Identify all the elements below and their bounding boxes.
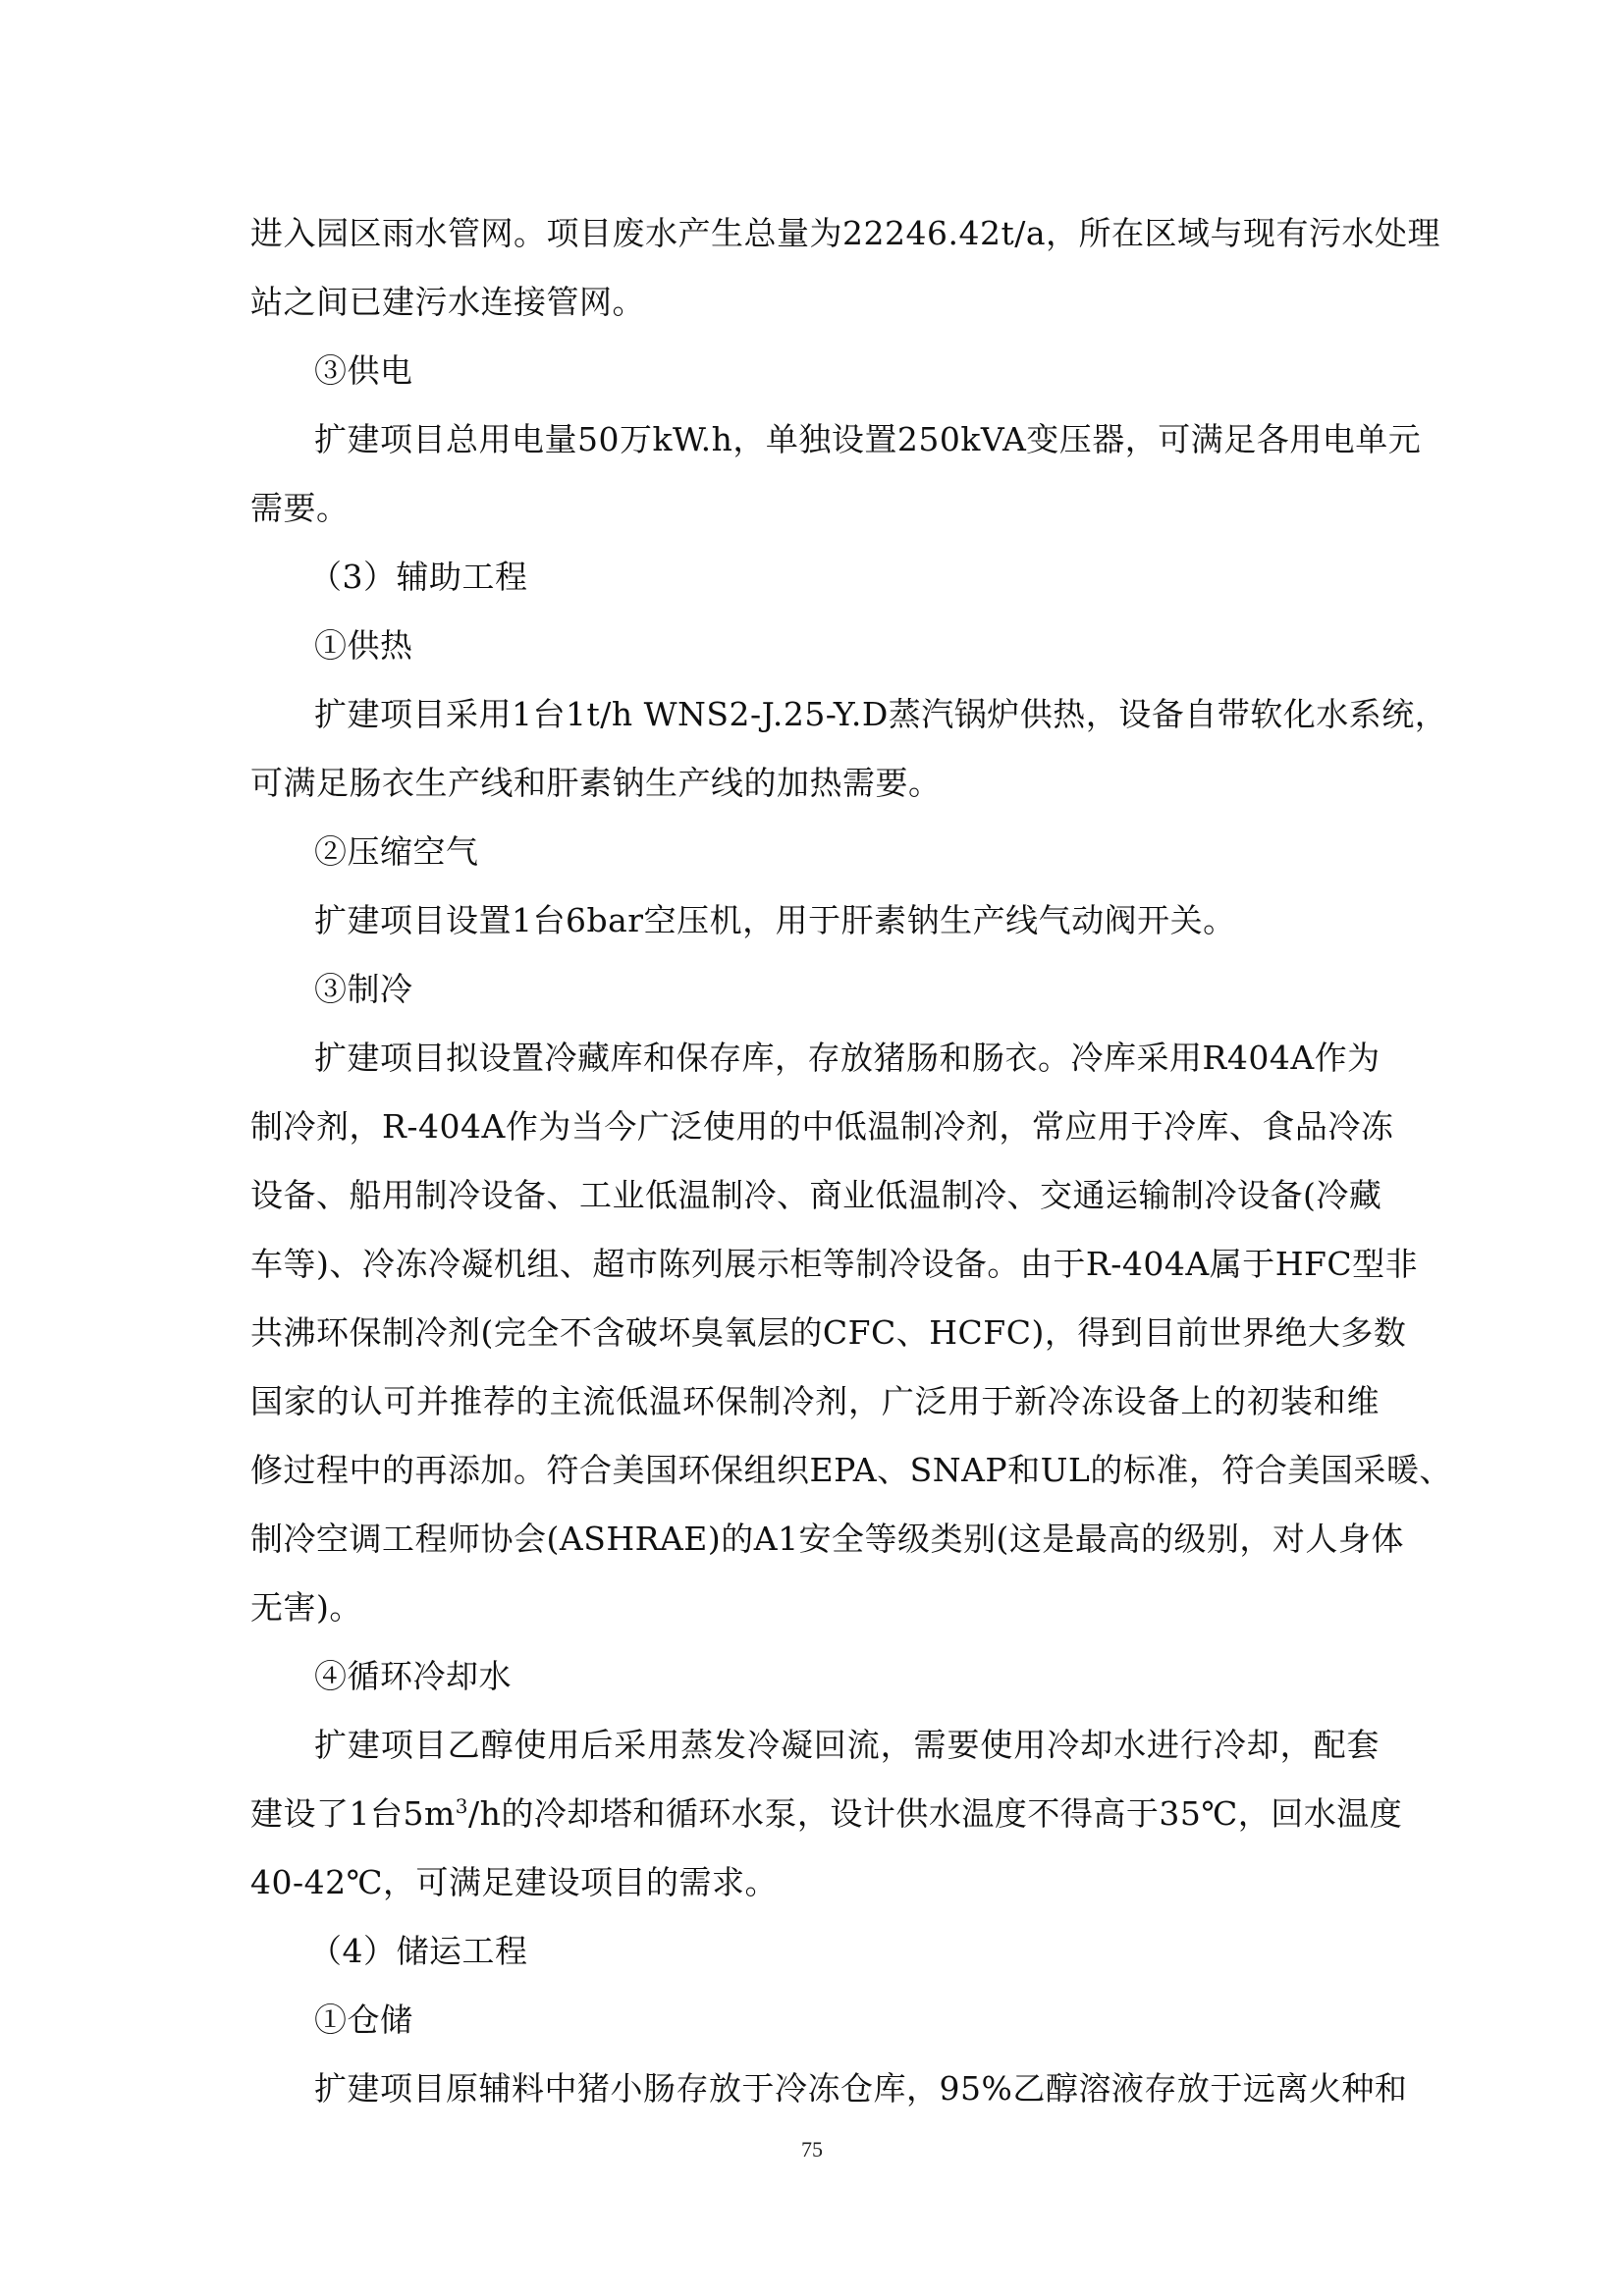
paragraph-line: 扩建项目总用电量50万kW.h，单独设置250kVA变压器，可满足各用电单元 [314, 420, 1422, 458]
paragraph-line: 无害)。 [250, 1588, 362, 1627]
paragraph-line: 共沸环保制冷剂(完全不含破坏臭氧层的CFC、HCFC)，得到目前世界绝大多数 [250, 1313, 1407, 1352]
section-heading: ①供热 [314, 626, 413, 665]
section-heading: （4）储运工程 [309, 1932, 528, 1970]
section-heading: ④循环冷却水 [314, 1657, 512, 1695]
paragraph-line: 国家的认可并推荐的主流低温环保制冷剂，广泛用于新冷冻设备上的初装和维 [250, 1382, 1380, 1420]
paragraph-line [250, 1791, 1403, 1837]
cubic-superscript: 3 [455, 1794, 469, 1818]
paragraph-line: 40-42℃，可满足建设项目的需求。 [250, 1863, 779, 1901]
paragraph-line: 站之间已建污水连接管网。 [250, 283, 645, 321]
paragraph-line: 车等)、冷冻冷凝机组、超市陈列展示柜等制冷设备。由于R-404A属于HFC型非 [250, 1245, 1419, 1283]
section-heading: （3）辅助工程 [309, 558, 528, 596]
paragraph-line: 扩建项目设置1台6bar空压机，用于肝素钠生产线气动阀开关。 [314, 901, 1236, 939]
paragraph-line: 扩建项目乙醇使用后采用蒸发冷凝回流，需要使用冷却水进行冷却，配套 [314, 1726, 1380, 1764]
page-number: 75 [801, 2137, 823, 2162]
paragraph-line: 制冷空调工程师协会(ASHRAE)的A1安全等级类别(这是最高的级别，对人身体 [250, 1520, 1404, 1558]
section-heading: ③供电 [314, 351, 413, 390]
cooling-line-after: /h的冷却塔和循环水泵，设计供水温度不得高于35℃，回水温度 [468, 1794, 1403, 1833]
section-heading: ①仓储 [314, 2001, 413, 2039]
paragraph-line: 扩建项目拟设置冷藏库和保存库，存放猪肠和肠衣。冷库采用R404A作为 [314, 1039, 1380, 1077]
section-heading: ②压缩空气 [314, 832, 479, 871]
section-heading: ③制冷 [314, 970, 413, 1008]
paragraph-line: 进入园区雨水管网。项目废水产生总量为22246.42t/a，所在区域与现有污水处理 [250, 214, 1441, 252]
cooling-line-before: 建设了1台5m [250, 1794, 456, 1833]
paragraph-line: 扩建项目原辅料中猪小肠存放于冷冻仓库，95%乙醇溶液存放于远离火种和 [314, 2069, 1408, 2108]
paragraph-line: 扩建项目采用1台1t/h WNS2-J.25-Y.D蒸汽锅炉供热，设备自带软化水系统， [314, 695, 1448, 733]
paragraph-line: 可满足肠衣生产线和肝素钠生产线的加热需要。 [250, 764, 942, 802]
paragraph-line: 修过程中的再添加。符合美国环保组织EPA、SNAP和UL的标准，符合美国采暖、 [250, 1451, 1452, 1489]
paragraph-line: 设备、船用制冷设备、工业低温制冷、商业低温制冷、交通运输制冷设备(冷藏 [250, 1176, 1382, 1214]
paragraph-line: 制冷剂，R-404A作为当今广泛使用的中低温制冷剂，常应用于冷库、食品冷冻 [250, 1107, 1394, 1146]
paragraph-line: 需要。 [250, 489, 350, 527]
